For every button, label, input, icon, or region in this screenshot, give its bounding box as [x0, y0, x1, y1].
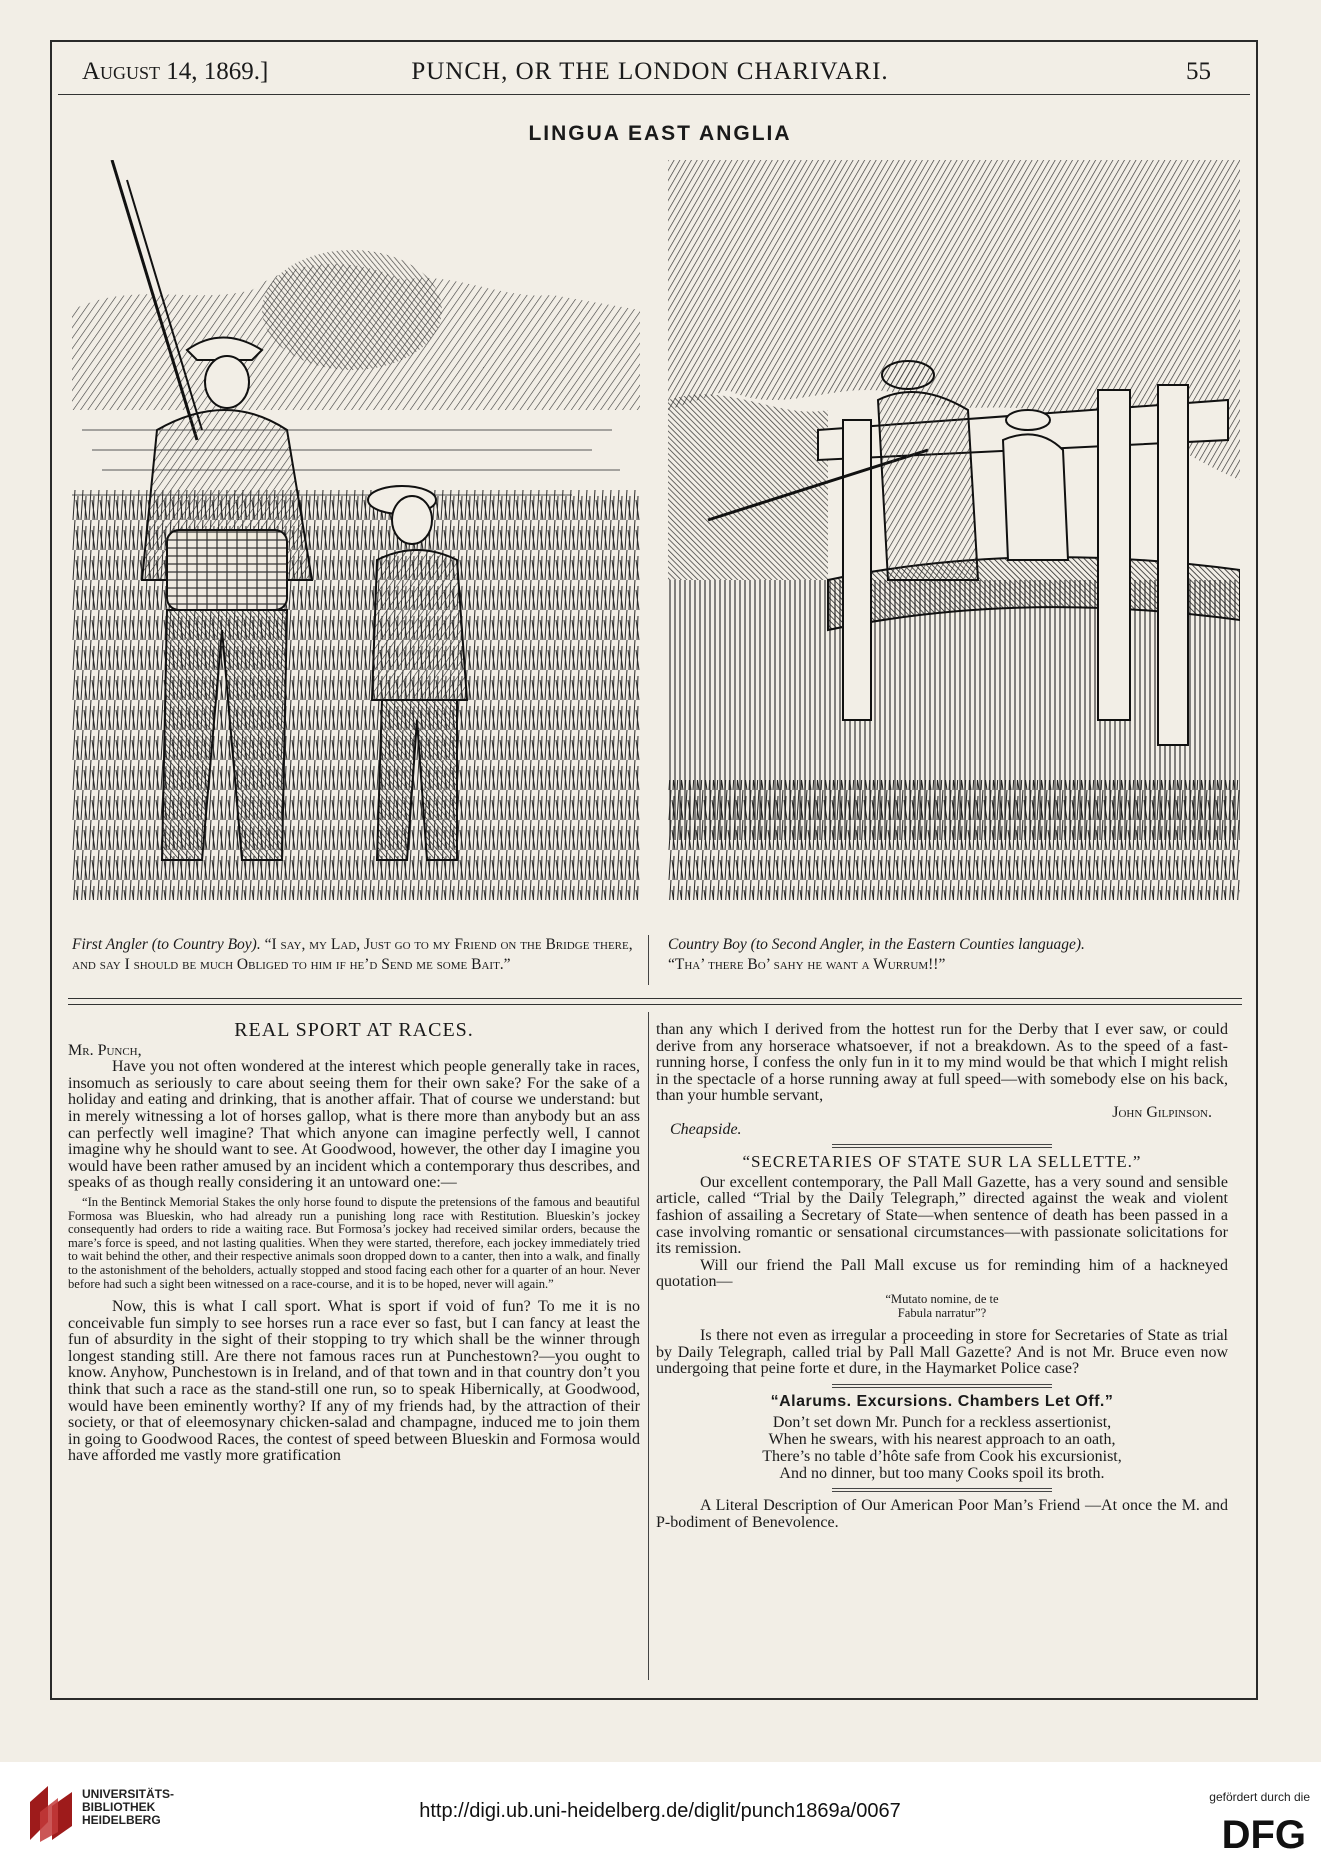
masthead-title: PUNCH, OR THE LONDON CHARIVARI.: [411, 58, 889, 85]
poem: [656, 1414, 1228, 1482]
caption-right-speaker: Country Boy (to Second Angler, in the Eastern Counties language).: [668, 936, 1085, 953]
poem-line: And no dinner, but too many Cooks spoil its broth.: [779, 1465, 1105, 1483]
caption-right-speech: “Tha’ there Bo’ sahy he want a Wurrum!!”: [668, 956, 946, 973]
issue-date: August 14, 1869.]: [82, 58, 269, 85]
article-signature: John Gilpinson.: [1112, 1103, 1212, 1121]
university-library-name: [82, 1788, 174, 1827]
caption-left: [72, 935, 640, 975]
article-separator: [832, 1488, 1052, 1492]
section-rule-bottom: [68, 1004, 1242, 1005]
article-place: Cheapside.: [670, 1120, 742, 1138]
cartoon-panel-left: [72, 160, 640, 900]
library-name-line: UNIVERSITÄTS-: [82, 1787, 175, 1801]
cartoon-title: LINGUA EAST ANGLIA: [528, 122, 792, 145]
section-rule-top: [68, 998, 1242, 999]
caption-left-speaker: First Angler (to Country Boy).: [72, 936, 261, 953]
article-heading-real-sport: REAL SPORT AT RACES.: [234, 1019, 474, 1041]
library-name-line: BIBLIOTHEK: [82, 1800, 156, 1814]
cartoon-panel-right: [668, 160, 1240, 900]
caption-divider: [648, 935, 649, 985]
dfg-logo-icon: [1168, 1812, 1308, 1852]
article-paragraph: Have you not often wondered at the interest which people generally take in races, insomuch as seriously to care about seeing them for their own sake? For the sake of a holiday and eating and drinking, that is another affair. That of course we understand: but in merely witnessing a lot of horses gallop, what is there more than anybody but an ass can perfectly well imagine? That which anyone can imagine perfectly well, I cannot imagine why he should want to see. At Goodwood, however, the other day I imagine you would have been rather amused by an incident which a contemporary thus describes, and speaks of as though really considering it an untoward one:—: [68, 1058, 640, 1192]
university-library-logo-icon: [26, 1782, 78, 1844]
engraving-bridge-scene: [668, 160, 1240, 900]
article-continuation: than any which I derived from the hottest run for the Derby that I ever saw, or could derive from any horserace whatsoever, if not a breakdown. As to the speed of a fast-running horse, I confess the only fun in it to my mind would be that which I might relish in the spectacle of a horse running away at full speed—with somebody else on his back, than your humble servant,: [656, 1021, 1228, 1105]
article-paragraph: Our excellent contemporary, the Pall Mall Gazette, has a very sound and sensible article, called “Trial by the Daily Telegraph,” directed against the weak and violent fashion of assailing a Secretary of State—when sentence of death has been passed in a case involving romantic or sensational circumstances—with passionate solicitations for its remission.: [656, 1173, 1228, 1258]
latin-quotation: [656, 1293, 1228, 1320]
dfg-logo-text: DFG: [1221, 1813, 1306, 1852]
article-separator: [832, 1384, 1052, 1388]
poem-line: Don’t set down Mr. Punch for a reckless assertionist,: [772, 1414, 1112, 1432]
caption-left-speech: “I say, my Lad, Just go to my Friend on the Bridge there, and say I should be much Obliged to him if he’d Send me some Bait.”: [72, 936, 633, 973]
library-name-line: HEIDELBERG: [82, 1813, 161, 1827]
article-paragraph: Will our friend the Pall Mall excuse us for reminding him of a hackneyed quotation—: [656, 1256, 1228, 1291]
article-paragraph: Is there not even as irregular a proceeding in store for Secretaries of State as trial by Daily Telegraph, called trial by Pall Mall Gazette? And is not Mr. Bruce even now undergoing that peine forte et dure, in the Haymarket Police case?: [656, 1327, 1228, 1378]
column-divider: [648, 1012, 649, 1680]
poem-line: When he swears, with his nearest approach to an oath,: [768, 1431, 1116, 1449]
latin-quotation-line: “Mutato nomine, de te: [885, 1291, 999, 1306]
page-number: 55: [1186, 58, 1211, 85]
article-separator: [832, 1144, 1052, 1148]
latin-quotation-line: Fabula narratur”?: [897, 1305, 987, 1320]
funding-caption: gefördert durch die: [1209, 1790, 1310, 1804]
engraving-angler-and-boy: [72, 160, 640, 900]
poem-line: There’s no table d’hôte safe from Cook his excursionist,: [762, 1448, 1122, 1466]
article-heading-alarums: “Alarums. Excursions. Chambers Let Off.”: [770, 1392, 1114, 1410]
header-rule: [58, 94, 1250, 95]
article-heading-secretaries: “SECRETARIES OF STATE SUR LA SELLETTE.”: [742, 1152, 1142, 1172]
article-salutation: Mr. Punch,: [68, 1041, 142, 1059]
article-paragraph-literal-description: A Literal Description of Our American Poor Man’s Friend —At once the M. and P-bodiment of Benevolence.: [656, 1497, 1228, 1532]
column-left: [68, 1019, 640, 1465]
article-quotation: “In the Bentinck Memorial Stakes the only horse found to dispute the pretensions of the famous and beautiful Formosa was Blueskin, who had already run a punishing long race with Restitution. Blueskin’s jockey consequently had orders to ride a waiting race. But Formosa’s jockey had received similar orders, because the mare’s force is speed, and not lasting qualities. When they were started, therefore, each jockey immediately tried to wait behind the other, and their respective animals soon dropped down to a canter, then into a walk, and finally to the astonishment of the beholders, actually stopped and stood facing each other for a quarter of an hour. Never before had such a sight been witnessed on a race-course, and it is to be hoped, never will again.”: [68, 1194, 640, 1291]
article-paragraph: Now, this is what I call sport. What is sport if void of fun? To me it is no conceivable fun simply to see horses run a race ever so fast, but I can fancy at least the fun of absurdity in the sight of their stopping to try which shall be the winner through longest standing still. Are there not famous races run at Punchestown?—you ought to know. Anyhow, Punchestown is in Ireland, and of that town and in that country don’t you think that such a race as the stand-still one run, so to speak Hibernically, at Goodwood, would have been eminently worthy? If any of my friends had, by the attraction of their society, or that of eleemosynary chicken-salad and champagne, induced me to join them in going to Goodwood Races, the contest of speed between Blueskin and Formosa would have afforded me vastly more gratification: [68, 1298, 640, 1465]
source-url-link[interactable]: http://digi.ub.uni-heidelberg.de/diglit/punch1869a/0067: [419, 1800, 901, 1822]
caption-right: [668, 935, 1240, 975]
column-right: [656, 1022, 1228, 1532]
